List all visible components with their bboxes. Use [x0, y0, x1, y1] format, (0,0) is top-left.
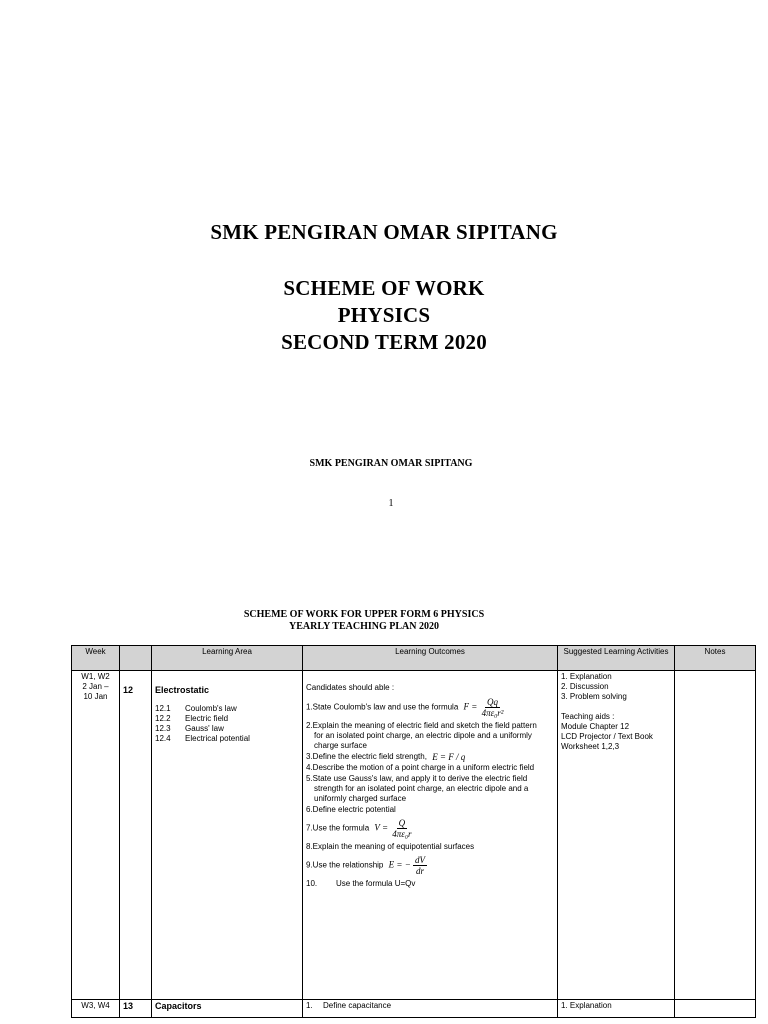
coulomb-formula: F = $\frac{Qq}{\text{4πε₀r²}}$ [463, 697, 504, 718]
footer-school-name: SMK PENGIRAN OMAR SIPITANG [309, 458, 473, 469]
learning-area-title: Electrostatic [155, 685, 210, 695]
notes-cell [675, 671, 756, 1000]
outcome-9: 9.Use the relationship E = − $\frac{dV}{dr}$ [306, 855, 426, 877]
page-number: 1 [388, 498, 394, 509]
outcome-7: 7.Use the formula V = $\frac{Q}{\text{4πε₀r}}$ [306, 818, 412, 840]
outcome-10: 10. Use the formula U=Qv [306, 879, 416, 889]
chapter-number: 13 [123, 1001, 134, 1011]
cover-scheme-title: SCHEME OF WORK [283, 276, 485, 300]
week-cell [72, 671, 120, 1000]
cover-term: SECOND TERM 2020 [281, 330, 487, 354]
cover-school-name: SMK PENGIRAN OMAR SIPITANG [210, 220, 558, 244]
activity-item: 1. Explanation [561, 1001, 612, 1010]
teaching-aid-item: LCD Projector / Text Book [561, 732, 653, 741]
chapter-cell [120, 671, 152, 1000]
plan-subtitle: YEARLY TEACHING PLAN 2020 [289, 621, 439, 632]
learning-outcomes-cell [303, 1000, 558, 1018]
list-item: 12.2 Electric field [155, 714, 229, 723]
subtopic-list [155, 704, 299, 744]
outcome-1: 1. Define capacitance [306, 1001, 392, 1010]
header-learning-area: Learning Area [152, 646, 303, 671]
teaching-aid-item: Worksheet 1,2,3 [561, 742, 620, 751]
activity-item: 3. Problem solving [561, 692, 627, 701]
learning-area-title: Capacitors [155, 1001, 202, 1011]
table-header-row [72, 646, 756, 671]
learning-outcomes-cell [303, 671, 558, 1000]
outcome-2: 2.Explain the meaning of electric field and sketch the field pattern for an isolated point charge, an electric dipole and a uniformly charge surface [306, 721, 537, 750]
week-range: W1, W2 [81, 672, 110, 681]
activity-item: 2. Discussion [561, 682, 609, 691]
header-activities: Suggested Learning Activities [558, 646, 675, 671]
outcomes-intro: Candidates should able : [306, 683, 395, 692]
header-week: Week [72, 646, 120, 671]
teaching-plan-table [71, 645, 756, 1018]
outcome-8: 8.Explain the meaning of equipotential surfaces [306, 842, 475, 852]
teaching-aid-item: Module Chapter 12 [561, 722, 630, 731]
list-item: 12.3 Gauss' law [155, 724, 224, 733]
outcome-1: 1.State Coulomb's law and use the formula F = $\frac{Qq}{\text{4πε₀r²}}$ [306, 697, 504, 718]
chapter-cell [120, 1000, 152, 1018]
week-start-date: 2 Jan – [82, 682, 109, 691]
outcome-5: 5.State use Gauss's law, and apply it to derive the electric field strength for an isolated point charge, an electric dipole and a uniformly charged surface [306, 774, 529, 804]
header-learning-outcomes: Learning Outcomes [303, 646, 558, 671]
plan-title: SCHEME OF WORK FOR UPPER FORM 6 PHYSICS [243, 609, 485, 620]
chapter-number: 12 [123, 685, 134, 695]
activities-cell [558, 671, 675, 1000]
header-notes: Notes [675, 646, 756, 671]
field-strength-formula: E = F / q [432, 752, 466, 762]
teaching-aids-title: Teaching aids : [561, 712, 615, 721]
table-row [72, 1000, 756, 1018]
list-item: 12.1 Coulomb's law [155, 704, 237, 713]
header-chapter [120, 646, 152, 671]
outcome-3: 3.Define the electric field strength, E = F / q [306, 752, 466, 762]
notes-cell [675, 1000, 756, 1018]
list-item: 12.4 Electrical potential [155, 734, 250, 743]
gradient-formula: E = − $\frac{dV}{dr}$ [388, 855, 426, 877]
activity-item: 1. Explanation [561, 672, 612, 681]
cover-subject: PHYSICS [337, 303, 431, 327]
week-end-date: 10 Jan [83, 692, 108, 701]
outcome-4: 4.Describe the motion of a point charge in a uniform electric field [306, 763, 535, 773]
potential-formula: V = $\frac{Q}{\text{4πε₀r}}$ [374, 818, 412, 840]
learning-area-cell [152, 671, 303, 1000]
outcome-6: 6.Define electric potential [306, 805, 396, 815]
week-range: W3, W4 [81, 1001, 110, 1010]
week-cell [72, 1000, 120, 1018]
table-row [72, 671, 756, 1000]
learning-area-cell [152, 1000, 303, 1018]
activities-cell [558, 1000, 675, 1018]
